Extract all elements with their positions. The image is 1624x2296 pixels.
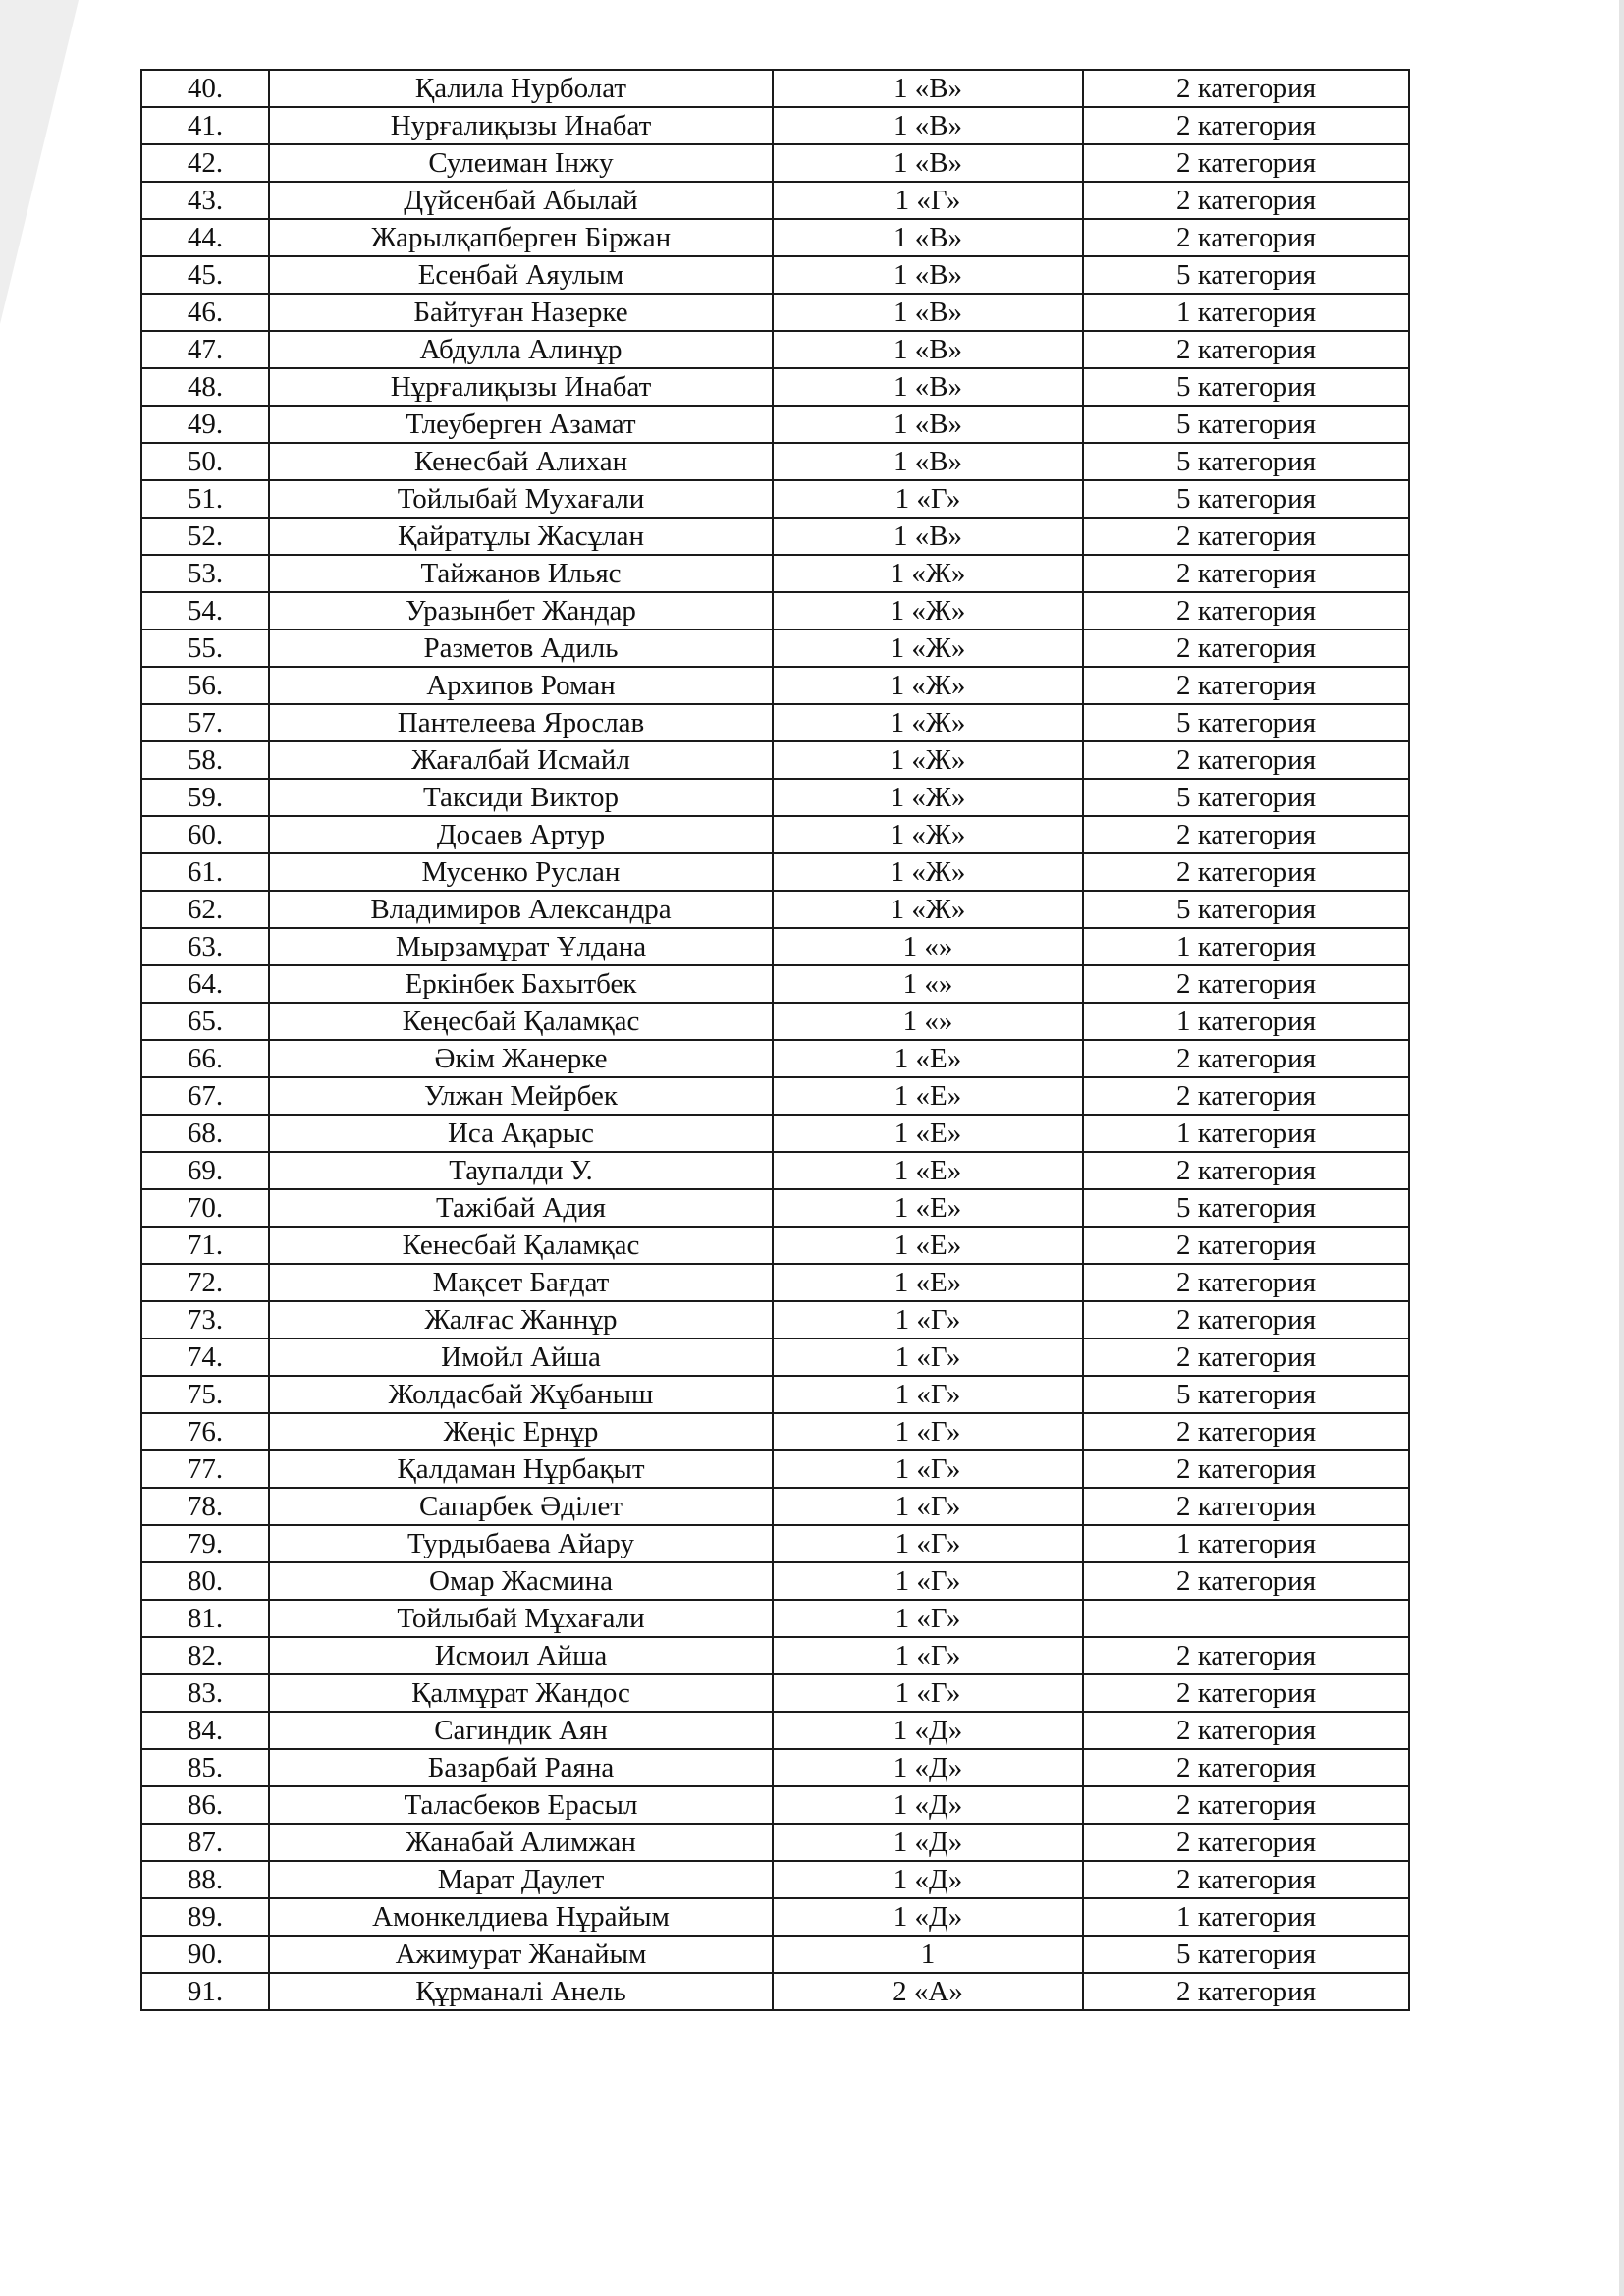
row-number-cell: 70. xyxy=(141,1189,269,1227)
student-name-cell: Жеңіс Ернұр xyxy=(269,1413,773,1450)
category-cell: 2 категория xyxy=(1083,1450,1409,1488)
student-name-cell: Жарылқапберген Біржан xyxy=(269,219,773,256)
category-cell: 2 категория xyxy=(1083,518,1409,555)
table-row xyxy=(141,816,1409,853)
table-row xyxy=(141,1674,1409,1712)
row-number-cell: 50. xyxy=(141,443,269,480)
class-cell: 1 «Ж» xyxy=(773,592,1083,629)
student-name-cell: Жанабай Алимжан xyxy=(269,1824,773,1861)
category-cell: 2 категория xyxy=(1083,1152,1409,1189)
row-number-cell: 85. xyxy=(141,1749,269,1786)
table-row xyxy=(141,1264,1409,1301)
category-cell: 2 категория xyxy=(1083,1413,1409,1450)
class-cell: 1 «Г» xyxy=(773,1488,1083,1525)
table-row xyxy=(141,1600,1409,1637)
student-name-cell: Кеңесбай Қаламқас xyxy=(269,1003,773,1040)
row-number-cell: 46. xyxy=(141,294,269,331)
category-cell: 2 категория xyxy=(1083,1040,1409,1077)
student-name-cell: Есенбай Аяулым xyxy=(269,256,773,294)
table-row xyxy=(141,853,1409,891)
category-cell: 2 категория xyxy=(1083,219,1409,256)
table-row xyxy=(141,779,1409,816)
class-cell: 1 «В» xyxy=(773,256,1083,294)
student-roster-table xyxy=(140,69,1410,2011)
row-number-cell: 42. xyxy=(141,144,269,182)
student-name-cell: Нурғалиқызы Инабат xyxy=(269,107,773,144)
class-cell: 1 «Д» xyxy=(773,1861,1083,1898)
student-name-cell: Иса Ақарыс xyxy=(269,1115,773,1152)
row-number-cell: 73. xyxy=(141,1301,269,1339)
student-name-cell: Кенесбай Алихан xyxy=(269,443,773,480)
row-number-cell: 90. xyxy=(141,1936,269,1973)
class-cell: 1 «Г» xyxy=(773,1637,1083,1674)
class-cell: 1 «Д» xyxy=(773,1786,1083,1824)
row-number-cell: 54. xyxy=(141,592,269,629)
class-cell: 1 «Е» xyxy=(773,1227,1083,1264)
category-cell: 2 категория xyxy=(1083,1749,1409,1786)
class-cell: 1 «Г» xyxy=(773,1600,1083,1637)
class-cell: 1 «Д» xyxy=(773,1749,1083,1786)
class-cell: 1 «Г» xyxy=(773,182,1083,219)
row-number-cell: 43. xyxy=(141,182,269,219)
category-cell: 5 категория xyxy=(1083,443,1409,480)
table-row xyxy=(141,1413,1409,1450)
table-row xyxy=(141,1040,1409,1077)
category-cell: 2 категория xyxy=(1083,965,1409,1003)
table-row xyxy=(141,1786,1409,1824)
category-cell: 2 категория xyxy=(1083,1227,1409,1264)
class-cell: 1 «В» xyxy=(773,443,1083,480)
class-cell: 1 «Е» xyxy=(773,1115,1083,1152)
category-cell: 1 категория xyxy=(1083,294,1409,331)
category-cell: 2 категория xyxy=(1083,107,1409,144)
table-row xyxy=(141,1973,1409,2010)
category-cell: 2 категория xyxy=(1083,182,1409,219)
table-row xyxy=(141,704,1409,741)
student-name-cell: Улжан Мейрбек xyxy=(269,1077,773,1115)
table-row xyxy=(141,1152,1409,1189)
student-name-cell: Жағалбай Исмайл xyxy=(269,741,773,779)
class-cell: 1 «Е» xyxy=(773,1077,1083,1115)
class-cell: 1 «Ж» xyxy=(773,779,1083,816)
row-number-cell: 71. xyxy=(141,1227,269,1264)
table-row xyxy=(141,331,1409,368)
student-name-cell: Амонкелдиева Нұрайым xyxy=(269,1898,773,1936)
class-cell: 1 «Г» xyxy=(773,1301,1083,1339)
category-cell: 2 категория xyxy=(1083,1339,1409,1376)
class-cell: 1 «» xyxy=(773,965,1083,1003)
category-cell: 2 категория xyxy=(1083,667,1409,704)
student-name-cell: Сагиндик Аян xyxy=(269,1712,773,1749)
class-cell: 1 «Ж» xyxy=(773,704,1083,741)
table-row xyxy=(141,1450,1409,1488)
student-name-cell: Досаев Артур xyxy=(269,816,773,853)
table-row xyxy=(141,1712,1409,1749)
class-cell: 1 «Г» xyxy=(773,1450,1083,1488)
category-cell: 5 категория xyxy=(1083,1936,1409,1973)
class-cell: 1 «Е» xyxy=(773,1189,1083,1227)
student-name-cell: Тойлыбай Мухағали xyxy=(269,480,773,518)
category-cell: 5 категория xyxy=(1083,779,1409,816)
row-number-cell: 44. xyxy=(141,219,269,256)
row-number-cell: 91. xyxy=(141,1973,269,2010)
class-cell: 1 «» xyxy=(773,928,1083,965)
table-row xyxy=(141,443,1409,480)
student-name-cell: Тажібай Адия xyxy=(269,1189,773,1227)
row-number-cell: 62. xyxy=(141,891,269,928)
student-name-cell: Құрманалі Анель xyxy=(269,1973,773,2010)
student-name-cell: Мақсет Бағдат xyxy=(269,1264,773,1301)
row-number-cell: 65. xyxy=(141,1003,269,1040)
table-row xyxy=(141,1301,1409,1339)
class-cell: 1 «Ж» xyxy=(773,891,1083,928)
row-number-cell: 49. xyxy=(141,406,269,443)
student-name-cell: Тойлыбай Мұхағали xyxy=(269,1600,773,1637)
category-cell: 2 категория xyxy=(1083,741,1409,779)
class-cell: 2 «А» xyxy=(773,1973,1083,2010)
row-number-cell: 47. xyxy=(141,331,269,368)
table-row xyxy=(141,965,1409,1003)
student-name-cell: Тайжанов Ильяс xyxy=(269,555,773,592)
class-cell: 1 «Г» xyxy=(773,1339,1083,1376)
category-cell: 2 категория xyxy=(1083,1301,1409,1339)
category-cell: 2 категория xyxy=(1083,1637,1409,1674)
table-row xyxy=(141,1189,1409,1227)
student-name-cell: Жалғас Жаннұр xyxy=(269,1301,773,1339)
student-name-cell: Уразынбет Жандар xyxy=(269,592,773,629)
student-name-cell: Тлеуберген Азамат xyxy=(269,406,773,443)
class-cell: 1 «В» xyxy=(773,518,1083,555)
category-cell: 2 категория xyxy=(1083,1824,1409,1861)
roster-table-body xyxy=(141,70,1409,2010)
category-cell: 2 категория xyxy=(1083,1973,1409,2010)
category-cell: 5 категория xyxy=(1083,891,1409,928)
row-number-cell: 56. xyxy=(141,667,269,704)
student-name-cell: Ажимурат Жанайым xyxy=(269,1936,773,1973)
table-row xyxy=(141,219,1409,256)
student-name-cell: Әкім Жанерке xyxy=(269,1040,773,1077)
student-name-cell: Қалдаман Нұрбақыт xyxy=(269,1450,773,1488)
category-cell: 1 категория xyxy=(1083,1898,1409,1936)
class-cell: 1 «Г» xyxy=(773,1562,1083,1600)
student-name-cell: Таксиди Виктор xyxy=(269,779,773,816)
student-name-cell: Абдулла Алинұр xyxy=(269,331,773,368)
table-row xyxy=(141,667,1409,704)
category-cell: 2 категория xyxy=(1083,853,1409,891)
row-number-cell: 61. xyxy=(141,853,269,891)
table-row xyxy=(141,70,1409,107)
class-cell: 1 xyxy=(773,1936,1083,1973)
table-row xyxy=(141,144,1409,182)
category-cell: 2 категория xyxy=(1083,1562,1409,1600)
category-cell: 2 категория xyxy=(1083,144,1409,182)
table-row xyxy=(141,928,1409,965)
student-name-cell: Байтуған Назерке xyxy=(269,294,773,331)
student-name-cell: Таласбеков Ерасыл xyxy=(269,1786,773,1824)
class-cell: 1 «Г» xyxy=(773,480,1083,518)
class-cell: 1 «Е» xyxy=(773,1152,1083,1189)
table-row xyxy=(141,406,1409,443)
row-number-cell: 67. xyxy=(141,1077,269,1115)
category-cell: 2 категория xyxy=(1083,1674,1409,1712)
student-name-cell: Нұрғалиқызы Инабат xyxy=(269,368,773,406)
student-name-cell: Мусенко Руслан xyxy=(269,853,773,891)
category-cell: 2 категория xyxy=(1083,1488,1409,1525)
row-number-cell: 40. xyxy=(141,70,269,107)
class-cell: 1 «Ж» xyxy=(773,629,1083,667)
row-number-cell: 58. xyxy=(141,741,269,779)
row-number-cell: 68. xyxy=(141,1115,269,1152)
table-row xyxy=(141,1824,1409,1861)
row-number-cell: 83. xyxy=(141,1674,269,1712)
student-name-cell: Сулеиман Інжу xyxy=(269,144,773,182)
table-row xyxy=(141,1003,1409,1040)
student-name-cell: Архипов Роман xyxy=(269,667,773,704)
class-cell: 1 «Г» xyxy=(773,1376,1083,1413)
table-row xyxy=(141,294,1409,331)
category-cell: 5 категория xyxy=(1083,1189,1409,1227)
class-cell: 1 «» xyxy=(773,1003,1083,1040)
class-cell: 1 «В» xyxy=(773,294,1083,331)
category-cell: 5 категория xyxy=(1083,406,1409,443)
row-number-cell: 74. xyxy=(141,1339,269,1376)
student-name-cell: Еркінбек Бахытбек xyxy=(269,965,773,1003)
table-row xyxy=(141,1898,1409,1936)
row-number-cell: 78. xyxy=(141,1488,269,1525)
class-cell: 1 «Ж» xyxy=(773,667,1083,704)
table-row xyxy=(141,1861,1409,1898)
table-row xyxy=(141,1339,1409,1376)
row-number-cell: 45. xyxy=(141,256,269,294)
student-name-cell: Омар Жасмина xyxy=(269,1562,773,1600)
class-cell: 1 «Д» xyxy=(773,1898,1083,1936)
category-cell: 2 категория xyxy=(1083,816,1409,853)
category-cell xyxy=(1083,1600,1409,1637)
row-number-cell: 88. xyxy=(141,1861,269,1898)
table-row xyxy=(141,592,1409,629)
row-number-cell: 80. xyxy=(141,1562,269,1600)
table-row xyxy=(141,1749,1409,1786)
table-row xyxy=(141,1115,1409,1152)
class-cell: 1 «Д» xyxy=(773,1824,1083,1861)
row-number-cell: 76. xyxy=(141,1413,269,1450)
category-cell: 1 категория xyxy=(1083,1115,1409,1152)
table-row xyxy=(141,182,1409,219)
class-cell: 1 «В» xyxy=(773,406,1083,443)
class-cell: 1 «Г» xyxy=(773,1525,1083,1562)
row-number-cell: 75. xyxy=(141,1376,269,1413)
row-number-cell: 82. xyxy=(141,1637,269,1674)
table-row xyxy=(141,1637,1409,1674)
row-number-cell: 77. xyxy=(141,1450,269,1488)
class-cell: 1 «В» xyxy=(773,219,1083,256)
row-number-cell: 89. xyxy=(141,1898,269,1936)
class-cell: 1 «Ж» xyxy=(773,853,1083,891)
class-cell: 1 «В» xyxy=(773,70,1083,107)
student-name-cell: Базарбай Раяна xyxy=(269,1749,773,1786)
category-cell: 5 категория xyxy=(1083,1376,1409,1413)
student-name-cell: Қалмұрат Жандос xyxy=(269,1674,773,1712)
table-row xyxy=(141,741,1409,779)
table-row xyxy=(141,1936,1409,1973)
category-cell: 2 категория xyxy=(1083,331,1409,368)
student-name-cell: Жолдасбай Жұбаныш xyxy=(269,1376,773,1413)
class-cell: 1 «Г» xyxy=(773,1674,1083,1712)
row-number-cell: 72. xyxy=(141,1264,269,1301)
row-number-cell: 86. xyxy=(141,1786,269,1824)
category-cell: 5 категория xyxy=(1083,256,1409,294)
class-cell: 1 «Г» xyxy=(773,1413,1083,1450)
row-number-cell: 59. xyxy=(141,779,269,816)
student-name-cell: Мырзамұрат Ұлдана xyxy=(269,928,773,965)
category-cell: 1 категория xyxy=(1083,928,1409,965)
class-cell: 1 «Е» xyxy=(773,1264,1083,1301)
table-row xyxy=(141,629,1409,667)
class-cell: 1 «Е» xyxy=(773,1040,1083,1077)
class-cell: 1 «Ж» xyxy=(773,816,1083,853)
page-fold-shadow xyxy=(0,0,79,324)
class-cell: 1 «В» xyxy=(773,368,1083,406)
student-name-cell: Имойл Айша xyxy=(269,1339,773,1376)
category-cell: 2 категория xyxy=(1083,1786,1409,1824)
table-row xyxy=(141,1376,1409,1413)
category-cell: 2 категория xyxy=(1083,70,1409,107)
student-name-cell: Сапарбек Әділет xyxy=(269,1488,773,1525)
category-cell: 2 категория xyxy=(1083,1264,1409,1301)
table-row xyxy=(141,256,1409,294)
row-number-cell: 81. xyxy=(141,1600,269,1637)
category-cell: 1 категория xyxy=(1083,1003,1409,1040)
class-cell: 1 «В» xyxy=(773,144,1083,182)
category-cell: 1 категория xyxy=(1083,1525,1409,1562)
row-number-cell: 87. xyxy=(141,1824,269,1861)
row-number-cell: 57. xyxy=(141,704,269,741)
category-cell: 5 категория xyxy=(1083,480,1409,518)
row-number-cell: 64. xyxy=(141,965,269,1003)
table-row xyxy=(141,480,1409,518)
table-row xyxy=(141,107,1409,144)
row-number-cell: 52. xyxy=(141,518,269,555)
row-number-cell: 51. xyxy=(141,480,269,518)
student-name-cell: Дүйсенбай Абылай xyxy=(269,182,773,219)
category-cell: 2 категория xyxy=(1083,592,1409,629)
student-name-cell: Қалила Нурболат xyxy=(269,70,773,107)
table-row xyxy=(141,555,1409,592)
row-number-cell: 84. xyxy=(141,1712,269,1749)
table-row xyxy=(141,1488,1409,1525)
table-row xyxy=(141,1525,1409,1562)
student-name-cell: Таупалди У. xyxy=(269,1152,773,1189)
table-row xyxy=(141,1562,1409,1600)
category-cell: 2 категория xyxy=(1083,1077,1409,1115)
student-name-cell: Марат Даулет xyxy=(269,1861,773,1898)
table-row xyxy=(141,1077,1409,1115)
row-number-cell: 53. xyxy=(141,555,269,592)
table-row xyxy=(141,518,1409,555)
row-number-cell: 48. xyxy=(141,368,269,406)
class-cell: 1 «Ж» xyxy=(773,555,1083,592)
row-number-cell: 69. xyxy=(141,1152,269,1189)
class-cell: 1 «Ж» xyxy=(773,741,1083,779)
row-number-cell: 41. xyxy=(141,107,269,144)
row-number-cell: 66. xyxy=(141,1040,269,1077)
class-cell: 1 «В» xyxy=(773,331,1083,368)
category-cell: 2 категория xyxy=(1083,1712,1409,1749)
student-name-cell: Пантелеева Ярослав xyxy=(269,704,773,741)
class-cell: 1 «В» xyxy=(773,107,1083,144)
table-row xyxy=(141,1227,1409,1264)
row-number-cell: 55. xyxy=(141,629,269,667)
student-name-cell: Қайратұлы Жасұлан xyxy=(269,518,773,555)
table-row xyxy=(141,368,1409,406)
page-edge-shadow xyxy=(1619,0,1624,2296)
row-number-cell: 60. xyxy=(141,816,269,853)
student-name-cell: Исмоил Айша xyxy=(269,1637,773,1674)
category-cell: 2 категория xyxy=(1083,629,1409,667)
row-number-cell: 63. xyxy=(141,928,269,965)
student-name-cell: Кенесбай Қаламқас xyxy=(269,1227,773,1264)
student-name-cell: Турдыбаева Айару xyxy=(269,1525,773,1562)
table-row xyxy=(141,891,1409,928)
row-number-cell: 79. xyxy=(141,1525,269,1562)
student-name-cell: Разметов Адиль xyxy=(269,629,773,667)
category-cell: 2 категория xyxy=(1083,555,1409,592)
category-cell: 5 категория xyxy=(1083,368,1409,406)
category-cell: 2 категория xyxy=(1083,1861,1409,1898)
category-cell: 5 категория xyxy=(1083,704,1409,741)
class-cell: 1 «Д» xyxy=(773,1712,1083,1749)
student-name-cell: Владимиров Александра xyxy=(269,891,773,928)
